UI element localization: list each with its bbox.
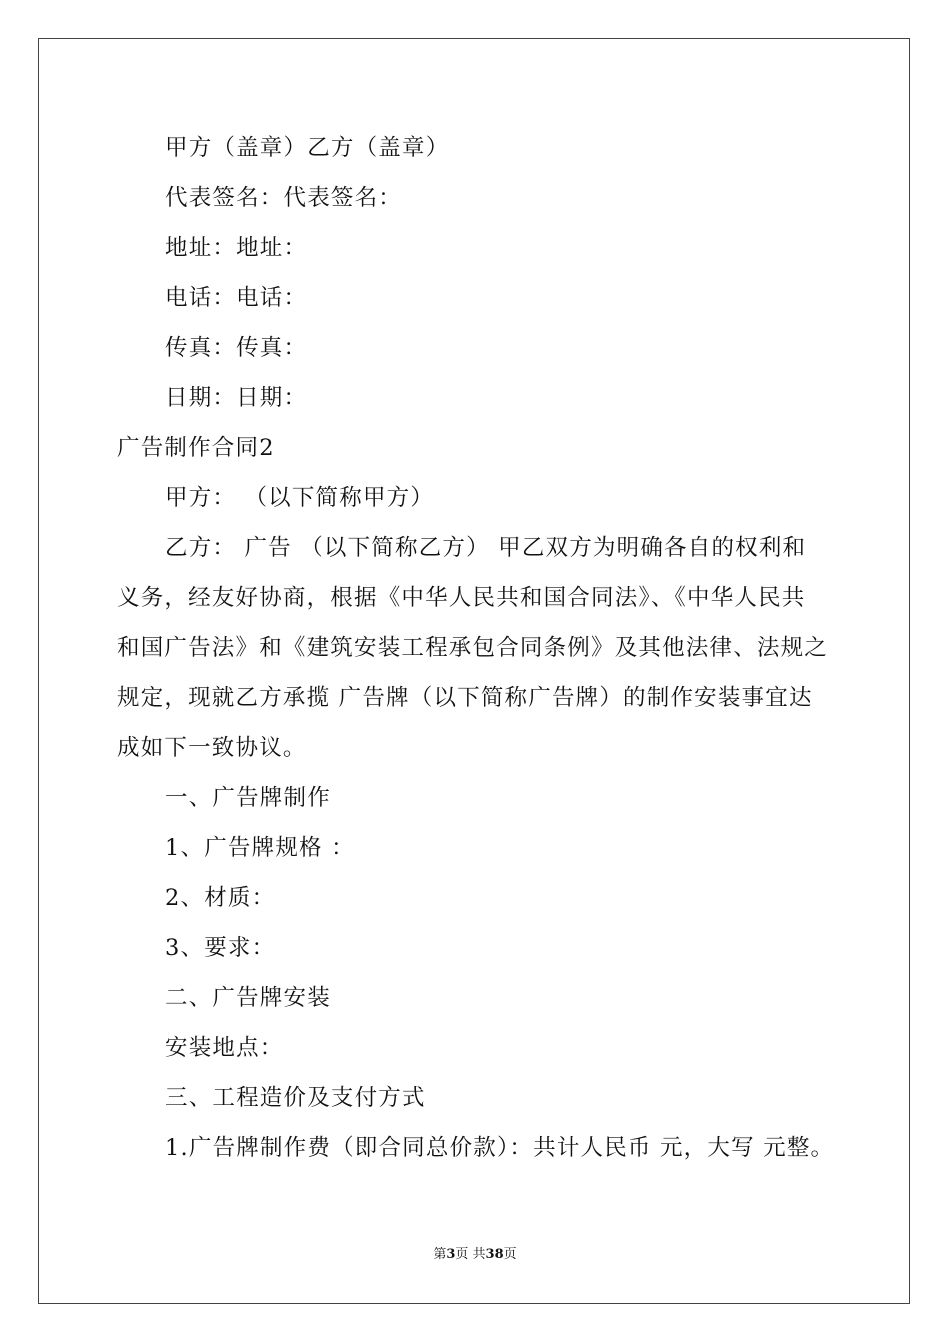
total-page-number: 38 [485,1247,504,1262]
section-heading-installation: 二、广告牌安装 [165,985,331,1011]
date-line: 日期：日期： [165,385,308,411]
party-b-paragraph-line-2: 义务，经友好协商，根据《中华人民共和国合同法》、《中华人民共 [117,585,806,611]
install-location-item: 安装地点： [165,1035,284,1061]
requirement-item: 3、要求： [165,935,276,961]
party-b-paragraph-line-4: 规定，现就乙方承揽 广告牌（以下简称广告牌）的制作安装事宜达 [117,685,813,711]
representative-signature-line: 代表签名：代表签名： [165,185,403,211]
party-b-paragraph-line-5: 成如下一致协议。 [117,735,307,761]
current-page-number: 3 [446,1247,456,1262]
section-heading-payment: 三、工程造价及支付方式 [165,1085,426,1111]
party-b-paragraph-line-1: 乙方： 广告 （以下简称乙方） 甲乙双方为明确各自的权利和 [165,535,807,561]
spec-item: 1、广告牌规格 ： [165,835,355,861]
page-suffix: 页 [503,1247,517,1262]
address-line: 地址：地址： [165,235,308,261]
fax-line: 传真：传真： [165,335,308,361]
phone-line: 电话：电话： [165,285,308,311]
material-item: 2、材质： [165,885,276,911]
signature-parties-line: 甲方（盖章）乙方（盖章） [165,135,450,161]
page-border [38,38,910,1304]
page-number-footer [0,1246,950,1264]
party-a-line: 甲方： （以下简称甲方） [165,485,435,511]
section-heading-production: 一、广告牌制作 [165,785,331,811]
page-mid-text: 页 共 [455,1247,486,1262]
party-b-paragraph-line-3: 和国广告法》和《建筑安装工程承包合同条例》及其他法律、法规之 [117,635,829,661]
production-fee-item: 1.广告牌制作费（即合同总价款）：共计人民币 元，大写 元整。 [165,1135,835,1161]
contract-title: 广告制作合同2 [117,435,275,461]
page-prefix: 第 [433,1247,447,1262]
